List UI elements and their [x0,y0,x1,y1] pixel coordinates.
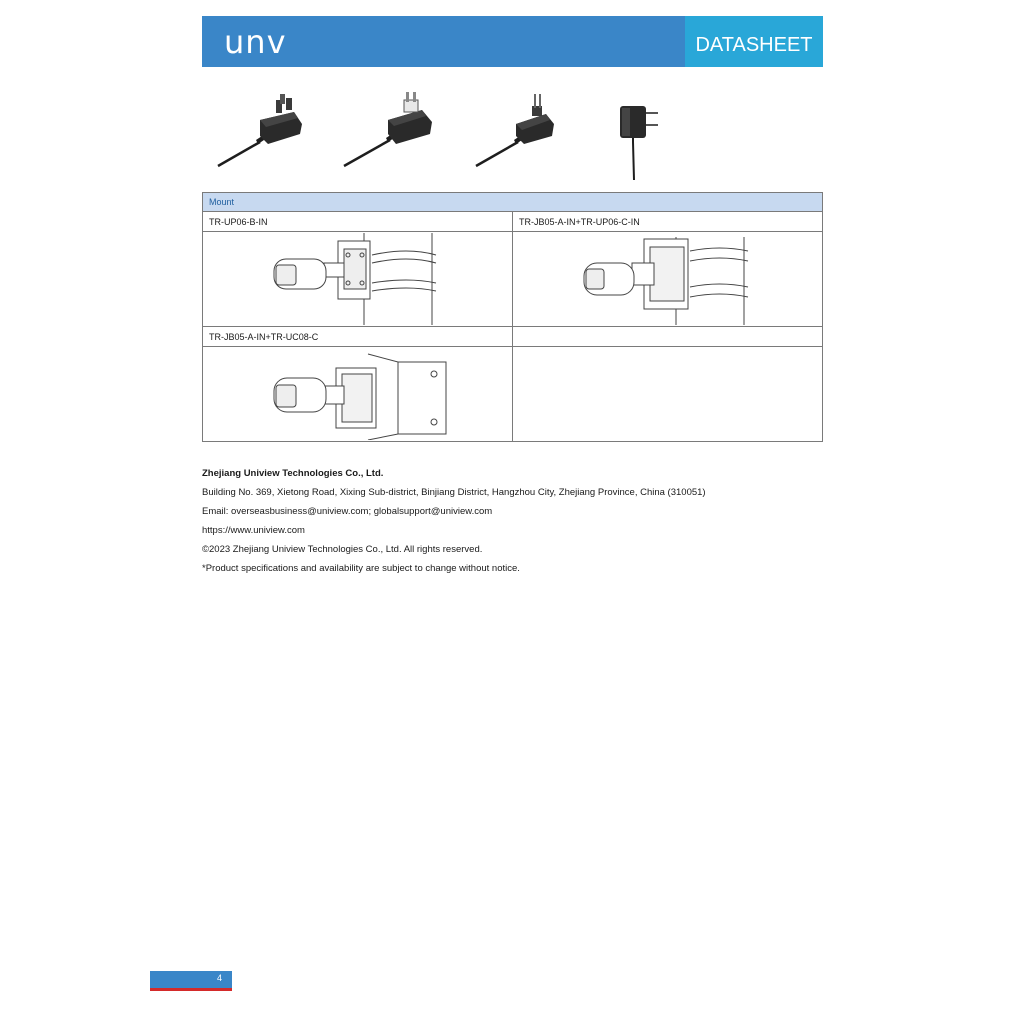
mount-image-cell [513,232,823,327]
mount-image-row [203,232,823,327]
mount-table-title: Mount [203,193,823,212]
mount-label-row [203,327,823,347]
us-plug-adapter-icon [342,90,437,170]
page-number-tab [150,971,232,991]
junction-box-pole-mount-camera-illustration [578,233,758,325]
company-email[interactable]: Email: overseasbusiness@uniview.com; globalsupport@uniview.com [202,506,493,517]
datasheet-header [202,16,823,67]
power-adapter-row [202,90,823,188]
mount-item-label-empty [513,327,823,347]
mount-label-row [203,212,823,232]
pole-mount-camera-illustration [268,233,448,325]
wall-adapter-icon [612,90,672,185]
mount-item-label: TR-UP06-B-IN [203,212,513,232]
uk-plug-adapter-icon [216,90,306,170]
datasheet-label: DATASHEET [695,34,813,56]
company-name: Zhejiang Uniview Technologies Co., Ltd. [202,468,384,479]
mount-image-cell [203,347,513,442]
company-website-link[interactable]: https://www.uniview.com [202,525,305,536]
mount-image-cell-empty [513,347,823,442]
junction-box-corner-mount-camera-illustration [268,348,448,440]
copyright-notice: ©2023 Zhejiang Uniview Technologies Co., Ltd. All rights reserved. [202,544,483,555]
logo-text: unv [224,23,287,61]
mount-table-header-row [203,193,823,212]
mount-item-label: TR-JB05-A-IN+TR-UP06-C-IN [513,212,823,232]
eu-plug-adapter-icon [474,90,564,170]
mount-image-row [203,347,823,442]
mount-table [202,192,823,442]
company-address: Building No. 369, Xietong Road, Xixing Sub-district, Binjiang District, Hangzhou City, Zhejiang Province, China (310051) [202,487,706,498]
company-info [202,464,706,578]
mount-item-label: TR-JB05-A-IN+TR-UC08-C [203,327,513,347]
page-number: 4 [216,973,222,983]
datasheet-label-block [685,16,823,67]
disclaimer-text: *Product specifications and availability are subject to change without notice. [202,563,520,574]
mount-image-cell [203,232,513,327]
